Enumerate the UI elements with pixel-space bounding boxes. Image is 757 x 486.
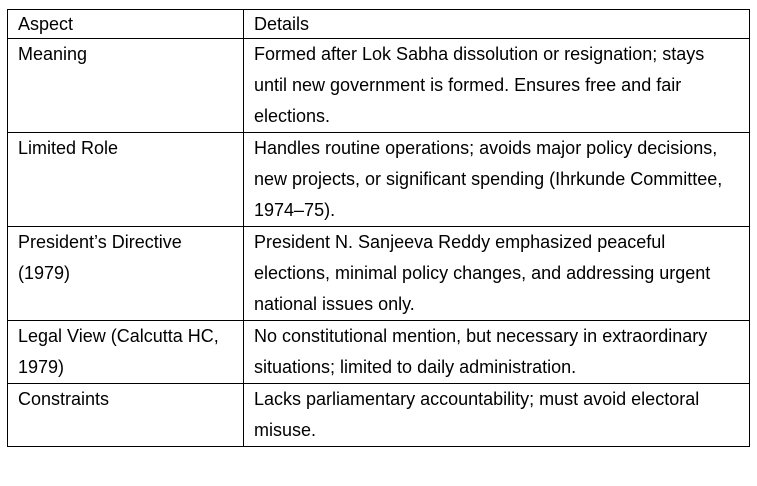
header-aspect: Aspect: [8, 10, 244, 39]
header-row: [8, 10, 750, 39]
caretaker-government-table: [7, 9, 750, 447]
table-row: [8, 227, 750, 321]
details-cell: President N. Sanjeeva Reddy emphasized peaceful elections, minimal policy changes, and addressing urgent national issues only.: [244, 227, 750, 321]
aspect-cell: Constraints: [8, 384, 244, 447]
details-cell: Handles routine operations; avoids major policy decisions, new projects, or significant spending (Ihrkunde Committee, 1974–75).: [244, 133, 750, 227]
details-cell: Lacks parliamentary accountability; must avoid electoral misuse.: [244, 384, 750, 447]
table-row: [8, 384, 750, 447]
details-cell: Formed after Lok Sabha dissolution or resignation; stays until new government is formed. Ensures free and fair elections.: [244, 39, 750, 133]
header-details: Details: [244, 10, 750, 39]
aspect-cell: President’s Directive (1979): [8, 227, 244, 321]
table-row: [8, 133, 750, 227]
aspect-cell: Limited Role: [8, 133, 244, 227]
aspect-cell: Meaning: [8, 39, 244, 133]
table-row: [8, 321, 750, 384]
table-row: [8, 39, 750, 133]
details-cell: No constitutional mention, but necessary in extraordinary situations; limited to daily administration.: [244, 321, 750, 384]
aspect-cell: Legal View (Calcutta HC, 1979): [8, 321, 244, 384]
